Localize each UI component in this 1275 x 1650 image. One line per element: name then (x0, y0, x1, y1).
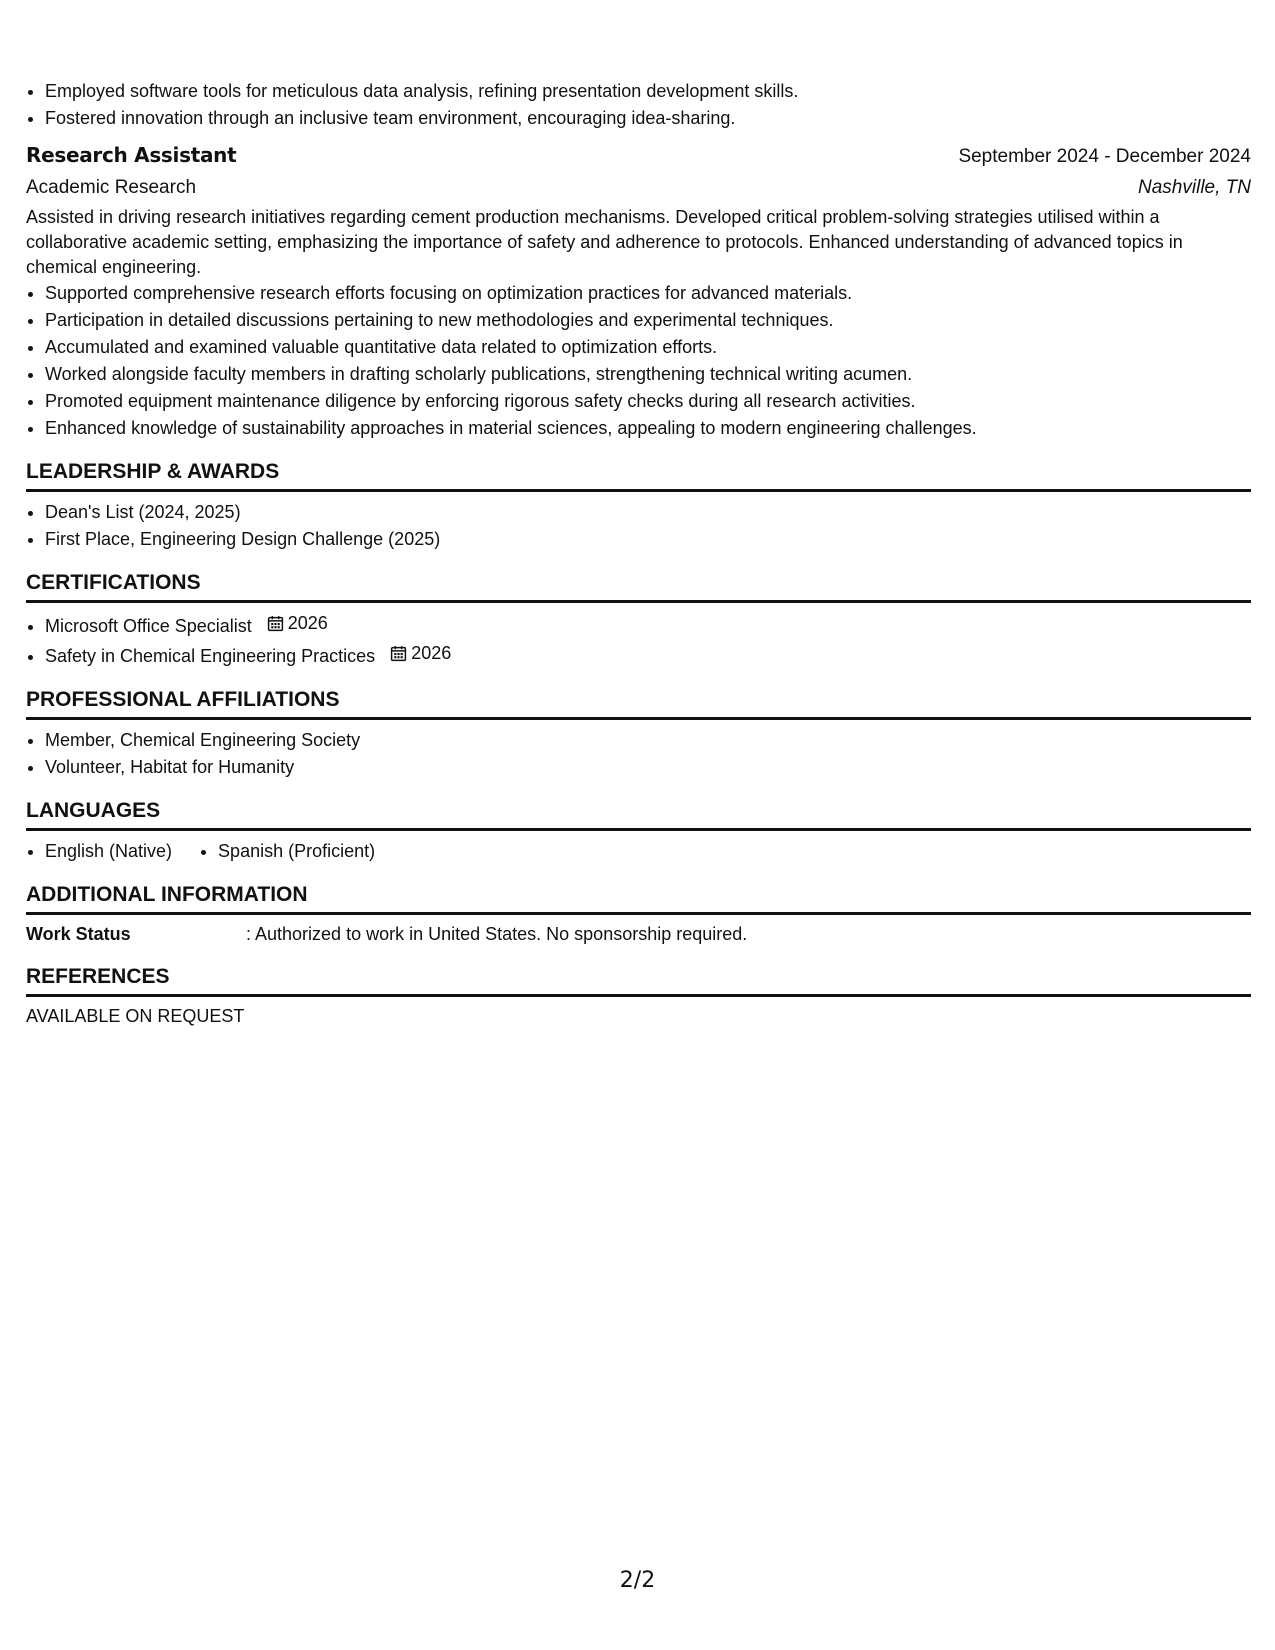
job-description: Assisted in driving research initiatives regarding cement production mechanisms. Developed critical problem-solving strategies utilised within a collaborative academic setting, emphasizing the importance of safety and adherence to protocols. Enhanced understanding of advanced topics in chemical engineering. (26, 207, 1183, 277)
section-title: PROFESSIONAL AFFILIATIONS (26, 687, 1251, 720)
certifications-list (26, 610, 1251, 670)
list-item: • Fostered innovation through an inclusive team environment, encouraging idea-sharing. (45, 105, 1251, 132)
language-item: • Spanish (Proficient) (218, 838, 375, 865)
list-item: • Worked alongside faculty members in drafting scholarly publications, strengthening technical writing acumen. (45, 361, 1251, 388)
list-item: • Employed software tools for meticulous data analysis, refining presentation development skills. (45, 78, 1251, 105)
list-item: • Accumulated and examined valuable quantitative data related to optimization efforts. (45, 334, 1251, 361)
previous-job-bullets (26, 78, 1251, 132)
section-references (26, 964, 1251, 1029)
certification-year: 2026 (411, 643, 452, 663)
certification-name: Microsoft Office Specialist (45, 616, 252, 636)
list-item: • Volunteer, Habitat for Humanity (45, 754, 1251, 781)
job-subheader (26, 177, 1251, 199)
work-status-value: : Authorized to work in United States. No sponsorship required. (246, 924, 748, 944)
certification-name: Safety in Chemical Engineering Practices (45, 646, 376, 666)
job-entry-research-assistant (26, 143, 1251, 442)
work-status-row (26, 922, 1251, 947)
calendar-icon (267, 615, 284, 632)
calendar-icon (390, 645, 407, 662)
section-leadership-awards (26, 459, 1251, 553)
job-organization: Academic Research (26, 177, 197, 198)
resume-page (26, 78, 1251, 1029)
list-item: • Member, Chemical Engineering Society (45, 727, 1251, 754)
job-bullets (26, 280, 1251, 442)
list-item: • Dean's List (2024, 2025) (45, 499, 1251, 526)
section-title: REFERENCES (26, 964, 1251, 997)
job-location: Nashville, TN (1138, 177, 1251, 198)
job-dates: September 2024 - December 2024 (958, 146, 1251, 167)
list-item: • First Place, Engineering Design Challenge (2025) (45, 526, 1251, 553)
list-item: • Promoted equipment maintenance diligence by enforcing rigorous safety checks during all research activities. (45, 388, 1251, 415)
section-certifications (26, 570, 1251, 670)
certification-year: 2026 (287, 613, 328, 633)
work-status-label: Work Status (26, 924, 131, 944)
section-title: LANGUAGES (26, 798, 1251, 831)
section-languages (26, 798, 1251, 865)
certification-item (45, 610, 1251, 640)
certification-item (45, 640, 1251, 670)
job-title: Research Assistant (26, 143, 237, 167)
section-professional-affiliations (26, 687, 1251, 781)
list-item: • Enhanced knowledge of sustainability approaches in material sciences, appealing to modern engineering challenges. (45, 415, 1251, 442)
certification-date (267, 610, 328, 637)
job-header (26, 143, 1251, 168)
certification-date (390, 640, 451, 667)
section-additional-information (26, 882, 1251, 947)
list-item: • Participation in detailed discussions pertaining to new methodologies and experimental techniques. (45, 307, 1251, 334)
list-item: • Supported comprehensive research efforts focusing on optimization practices for advanced materials. (45, 280, 1251, 307)
language-item: • English (Native) (45, 838, 172, 865)
section-title: CERTIFICATIONS (26, 570, 1251, 603)
page-number: 2/2 (619, 1568, 656, 1593)
affiliations-list (26, 727, 1251, 781)
references-text: AVAILABLE ON REQUEST (26, 1006, 245, 1026)
section-title: LEADERSHIP & AWARDS (26, 459, 1251, 492)
section-title: ADDITIONAL INFORMATION (26, 882, 1251, 915)
languages-list (26, 838, 1251, 865)
awards-list (26, 499, 1251, 553)
